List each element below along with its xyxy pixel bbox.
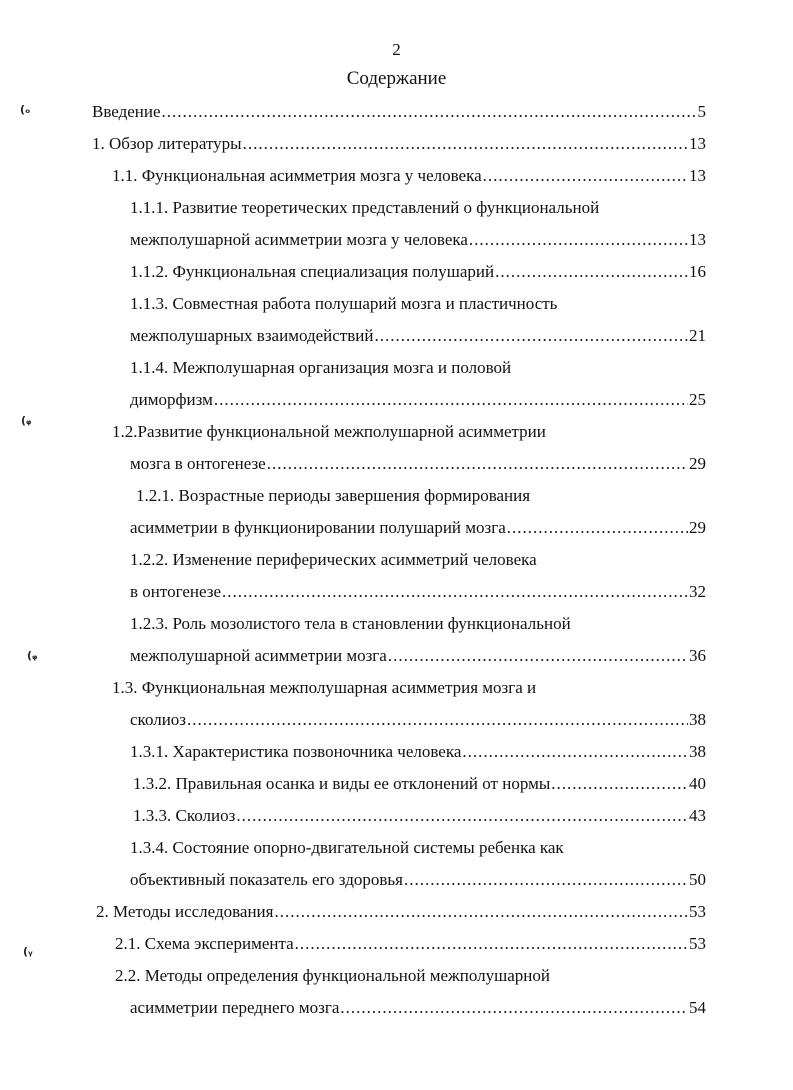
toc-entry: [0, 832, 793, 864]
dot-leader: [388, 640, 688, 672]
page-title: Содержание: [346, 68, 447, 89]
toc-entry-text: 1.2.1. Возрастные периоды завершения формирования: [136, 486, 531, 505]
toc-entry-text: 1.3. Функциональная межполушарная асимметрия мозга и: [112, 678, 537, 697]
toc-entry: [0, 768, 793, 800]
toc-entry: [0, 992, 793, 1024]
toc-entry-line: [130, 224, 706, 256]
toc-page-number: 40: [689, 774, 706, 793]
toc-entry-line: [130, 640, 706, 672]
dot-leader: [295, 928, 688, 960]
toc-entry-line: [130, 992, 706, 1024]
toc-entry-text: мозга в онтогенезе: [130, 454, 266, 473]
toc-entry: [0, 640, 793, 672]
dot-leader: [162, 96, 697, 128]
toc-entry-text: 2. Методы исследования: [96, 902, 274, 921]
toc-page-number: 13: [689, 230, 706, 249]
toc-entry: [0, 704, 793, 736]
toc-entry-text: 1.2.3. Роль мозолистого тела в становлении функциональной: [130, 614, 571, 633]
dot-leader: [469, 224, 688, 256]
dot-leader: [187, 704, 688, 736]
toc-entry-text: 1.3.3. Сколиоз: [133, 806, 236, 825]
toc-entry-text: межполушарной асимметрии мозга у человека: [130, 230, 468, 249]
toc-entry: [0, 320, 793, 352]
toc-entry: [0, 512, 793, 544]
dot-leader: [551, 768, 688, 800]
dot-leader: [483, 160, 688, 192]
toc-page-number: 29: [689, 518, 706, 537]
dot-leader: [243, 128, 688, 160]
toc-entry: [0, 960, 793, 992]
toc-entry: [0, 96, 793, 128]
toc-entry-text: 1.1.3. Совместная работа полушарий мозга и пластичность: [130, 294, 558, 313]
dot-leader: [340, 992, 688, 1024]
toc-entry-line: [130, 192, 599, 224]
margin-mark: (ᵩ: [21, 414, 32, 427]
toc-entry-line: [133, 800, 706, 832]
toc-entry-text: 1.1.1. Развитие теоретических представлений о функциональной: [130, 198, 600, 217]
toc-entry: [0, 256, 793, 288]
dot-leader: [507, 512, 688, 544]
dot-leader: [495, 256, 688, 288]
toc-entry: [0, 480, 793, 512]
toc-entry-line: [112, 160, 706, 192]
dot-leader: [374, 320, 688, 352]
toc-entry-text: асимметрии переднего мозга: [130, 998, 340, 1017]
table-of-contents: [0, 96, 793, 1024]
toc-entry: [0, 160, 793, 192]
toc-page-number: 29: [689, 454, 706, 473]
toc-entry-text: межполушарных взаимодействий: [130, 326, 374, 345]
dot-leader: [222, 576, 688, 608]
toc-page-number: 38: [689, 742, 706, 761]
toc-entry-text: в онтогенезе: [130, 582, 221, 601]
toc-entry-text: объективный показатель его здоровья: [130, 870, 403, 889]
toc-entry: [0, 928, 793, 960]
toc-entry-line: [130, 448, 706, 480]
page-number: 2: [392, 40, 401, 59]
dot-leader: [404, 864, 688, 896]
toc-entry-text: Введение: [92, 102, 161, 121]
toc-page-number: 38: [689, 710, 706, 729]
dot-leader: [267, 448, 688, 480]
toc-entry-line: [96, 896, 706, 928]
margin-mark: (ᵧ: [23, 945, 33, 958]
toc-entry-text: 1.3.4. Состояние опорно-двигательной системы ребенка как: [130, 838, 564, 857]
toc-page-number: 43: [689, 806, 706, 825]
toc-entry: [0, 192, 793, 224]
margin-mark: (ₒ: [20, 103, 31, 116]
toc-entry: [0, 352, 793, 384]
toc-entry-line: [112, 416, 546, 448]
toc-entry-line: [136, 480, 530, 512]
toc-entry-line: [130, 288, 557, 320]
toc-entry-line: [130, 736, 706, 768]
toc-entry: [0, 288, 793, 320]
toc-entry-text: 1.2.Развитие функциональной межполушарной асимметрии: [112, 422, 546, 441]
toc-entry-line: [130, 864, 706, 896]
toc-entry-line: [130, 256, 706, 288]
toc-entry-line: [133, 768, 706, 800]
toc-page-number: 16: [689, 262, 706, 281]
toc-entry: [0, 416, 793, 448]
toc-entry-text: 1.1.2. Функциональная специализация полушарий: [130, 262, 495, 281]
toc-page-number: 53: [689, 934, 706, 953]
toc-entry-line: [115, 928, 706, 960]
toc-entry-line: [130, 544, 537, 576]
toc-page-number: 5: [697, 102, 706, 121]
margin-mark: (ᵩ: [27, 649, 38, 662]
toc-entry-line: [112, 672, 536, 704]
toc-entry: [0, 128, 793, 160]
toc-entry-line: [130, 704, 706, 736]
toc-page-number: 32: [689, 582, 706, 601]
toc-entry-line: [130, 320, 706, 352]
toc-entry: [0, 576, 793, 608]
toc-entry-line: [92, 128, 706, 160]
toc-entry-text: 1.3.1. Характеристика позвоночника человека: [130, 742, 462, 761]
dot-leader: [214, 384, 688, 416]
toc-page-number: 13: [689, 166, 706, 185]
toc-page-number: 13: [689, 134, 706, 153]
toc-entry: [0, 448, 793, 480]
toc-entry-text: 1. Обзор литературы: [92, 134, 242, 153]
toc-entry-text: 1.1.4. Межполушарная организация мозга и половой: [130, 358, 512, 377]
toc-entry-line: [130, 832, 564, 864]
toc-entry-text: 1.3.2. Правильная осанка и виды ее отклонений от нормы: [133, 774, 551, 793]
toc-page-number: 21: [689, 326, 706, 345]
toc-page-number: 54: [689, 998, 706, 1017]
toc-entry: [0, 544, 793, 576]
toc-entry: [0, 864, 793, 896]
dot-leader: [236, 800, 688, 832]
toc-page-number: 53: [689, 902, 706, 921]
toc-entry-text: 1.2.2. Изменение периферических асимметрий человека: [130, 550, 537, 569]
toc-entry-line: [92, 96, 706, 128]
toc-entry-text: 2.1. Схема эксперимента: [115, 934, 294, 953]
dot-leader: [274, 896, 688, 928]
toc-entry-text: межполушарной асимметрии мозга: [130, 646, 387, 665]
toc-entry-line: [130, 352, 511, 384]
toc-entry-line: [130, 512, 706, 544]
toc-entry: [0, 672, 793, 704]
toc-entry-line: [130, 576, 706, 608]
toc-entry: [0, 608, 793, 640]
toc-entry: [0, 800, 793, 832]
toc-entry: [0, 736, 793, 768]
toc-page-number: 25: [689, 390, 706, 409]
toc-entry-text: асимметрии в функционировании полушарий мозга: [130, 518, 506, 537]
toc-entry: [0, 896, 793, 928]
toc-page-number: 50: [689, 870, 706, 889]
dot-leader: [462, 736, 688, 768]
toc-entry-text: 2.2. Методы определения функциональной межполушарной: [115, 966, 550, 985]
toc-entry-text: сколиоз: [130, 710, 187, 729]
toc-entry: [0, 224, 793, 256]
toc-entry-text: диморфизм: [130, 390, 213, 409]
toc-entry-line: [130, 384, 706, 416]
toc-entry-line: [115, 960, 550, 992]
toc-entry: [0, 384, 793, 416]
toc-entry-text: 1.1. Функциональная асимметрия мозга у человека: [112, 166, 482, 185]
toc-page-number: 36: [689, 646, 706, 665]
toc-entry-line: [130, 608, 571, 640]
